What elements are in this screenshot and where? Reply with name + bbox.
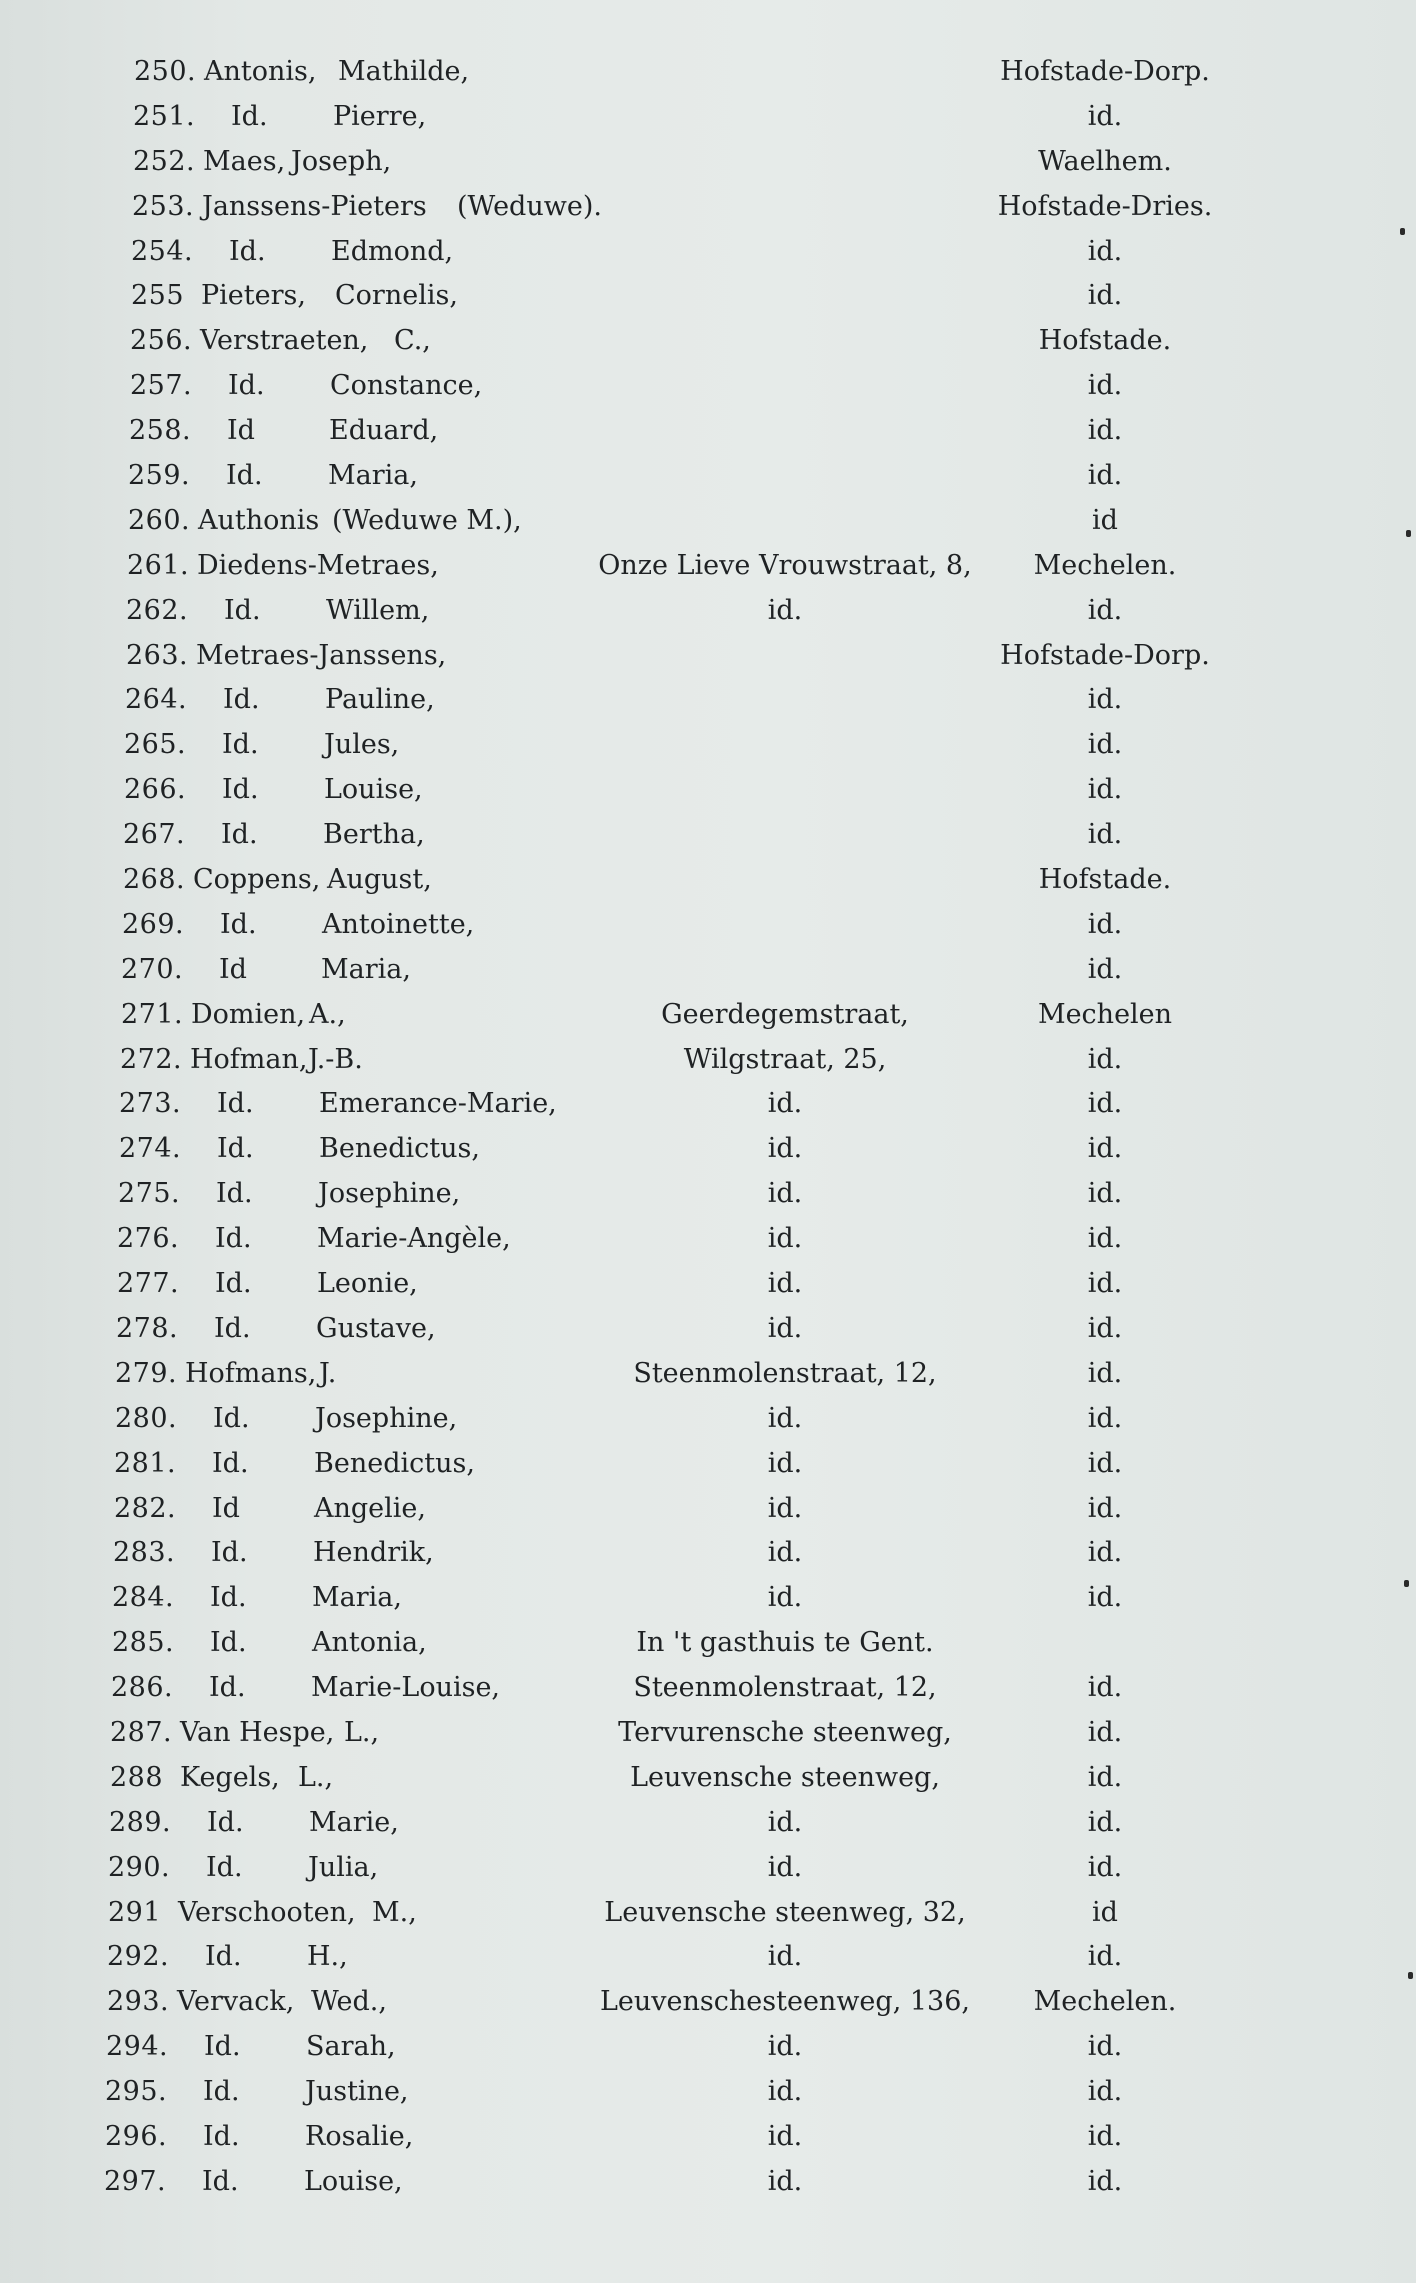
place-name: id.: [1087, 594, 1123, 626]
surname: Verstraeten,: [200, 325, 369, 357]
street-address: id.: [767, 1133, 803, 1165]
place-name: id.: [1087, 1043, 1123, 1075]
surname-ditto: Id.: [222, 729, 259, 761]
entry-number: 273.: [119, 1088, 182, 1120]
list-row: [0, 1262, 1416, 1307]
list-row: [0, 1038, 1416, 1083]
list-row: [0, 2160, 1416, 2205]
given-name: J.: [319, 1357, 337, 1389]
given-name: Marie,: [309, 1806, 399, 1838]
surname-ditto: Id.: [229, 235, 266, 267]
surname: Pieters,: [201, 280, 306, 312]
street-address: id.: [767, 1447, 803, 1479]
place-name: id.: [1087, 2120, 1123, 2152]
list-row: [0, 1846, 1416, 1891]
entry-number: 270.: [121, 953, 184, 985]
street-address: id.: [767, 2120, 803, 2152]
given-name: August,: [327, 864, 432, 896]
entry-number: 279.: [115, 1357, 178, 1389]
place-name: id.: [1087, 1447, 1123, 1479]
given-name: Maria,: [312, 1582, 402, 1614]
surname-ditto: Id.: [223, 684, 260, 716]
place-name: id.: [1087, 1716, 1123, 1748]
place-name: id.: [1087, 1761, 1123, 1793]
surname-ditto: Id.: [202, 2165, 239, 2197]
surname-ditto: Id.: [212, 1447, 249, 1479]
surname-ditto: Id.: [220, 908, 257, 940]
street-address: Wilgstraat, 25,: [683, 1043, 887, 1075]
street-address: Leuvensche steenweg,: [630, 1761, 940, 1793]
given-name: Pauline,: [325, 684, 435, 716]
given-name: C.,: [394, 325, 431, 357]
given-name: Julia,: [308, 1851, 379, 1883]
street-address: Steenmolenstraat, 12,: [633, 1357, 937, 1389]
given-name: J.-B.: [308, 1043, 363, 1075]
entry-number: 286.: [111, 1672, 174, 1704]
entry-number: 271.: [121, 998, 184, 1030]
given-name: Marie-Angèle,: [317, 1223, 511, 1255]
list-row: [0, 2115, 1416, 2160]
entry-number: 261.: [127, 549, 190, 581]
list-row: [0, 185, 1416, 230]
entry-number: 288: [110, 1761, 164, 1793]
entry-number: 281.: [114, 1447, 177, 1479]
list-row: [0, 454, 1416, 499]
surname-ditto: Id.: [206, 1851, 243, 1883]
surname: Kegels,: [180, 1761, 280, 1793]
entry-number: 280.: [115, 1402, 178, 1434]
entry-number: 260.: [128, 504, 191, 536]
place-name: id.: [1087, 953, 1123, 985]
list-row: [0, 319, 1416, 364]
list-row: [0, 230, 1416, 275]
surname-ditto: Id: [212, 1492, 240, 1524]
entry-number: 295.: [105, 2076, 168, 2108]
entry-number: 285.: [112, 1627, 175, 1659]
given-name: Jules,: [324, 729, 400, 761]
given-name: (Weduwe).: [457, 190, 602, 222]
place-name: id.: [1087, 460, 1123, 492]
surname: Hofman,: [190, 1043, 308, 1075]
place-name: id.: [1087, 1133, 1123, 1165]
entry-number: 259.: [128, 460, 191, 492]
list-row: [0, 589, 1416, 634]
place-name: id.: [1087, 1312, 1123, 1344]
surname-ditto: Id.: [224, 594, 261, 626]
list-row: [0, 948, 1416, 993]
surname: Antonis,: [204, 56, 317, 87]
street-address: Onze Lieve Vrouwstraat, 8,: [598, 549, 972, 581]
surname-ditto: Id.: [203, 2076, 240, 2108]
place-name: id.: [1087, 415, 1123, 447]
place-name: id.: [1087, 729, 1123, 761]
entry-number: 276.: [117, 1223, 180, 1255]
given-name: Wed.,: [311, 1986, 387, 2018]
place-name: id: [1092, 1896, 1118, 1928]
given-name: Emerance-Marie,: [319, 1088, 557, 1120]
place-name: id.: [1087, 1088, 1123, 1120]
street-address: In 't gasthuis te Gent.: [636, 1627, 934, 1659]
list-row: [0, 274, 1416, 319]
entry-number: 252.: [133, 145, 196, 177]
place-name: id.: [1087, 1178, 1123, 1210]
entry-number: 277.: [117, 1268, 180, 1300]
place-name: id.: [1087, 2031, 1123, 2063]
entry-number: 291: [108, 1896, 162, 1928]
surname-ditto: Id.: [210, 1582, 247, 1614]
given-name: A.,: [309, 998, 346, 1030]
surname-ditto: Id.: [209, 1672, 246, 1704]
margin-mark: [1408, 1972, 1413, 1979]
given-name: Cornelis,: [335, 280, 458, 312]
surname-ditto: Id.: [231, 100, 268, 132]
list-row: [0, 1487, 1416, 1532]
surname: Maes,: [203, 145, 286, 177]
street-address: Geerdegemstraat,: [661, 998, 909, 1030]
place-name: id.: [1087, 2165, 1123, 2197]
given-name: Josephine,: [315, 1402, 458, 1434]
entry-number: 292.: [107, 1941, 170, 1973]
surname-ditto: Id.: [215, 1223, 252, 1255]
list-row: [0, 993, 1416, 1038]
given-name: Hendrik,: [313, 1537, 434, 1569]
street-address: id.: [767, 1268, 803, 1300]
surname-ditto: Id.: [210, 1627, 247, 1659]
entry-number: 256.: [130, 325, 193, 357]
list-row: [0, 95, 1416, 140]
given-name: Angelie,: [314, 1492, 426, 1524]
entry-number: 267.: [123, 819, 186, 851]
list-row: [0, 1307, 1416, 1352]
place-name: Mechelen.: [1033, 549, 1177, 581]
given-name: Rosalie,: [305, 2120, 414, 2152]
list-row: [0, 140, 1416, 185]
list-row: [0, 364, 1416, 409]
street-address: id.: [767, 1941, 803, 1973]
place-name: id.: [1087, 1357, 1123, 1389]
entry-number: 268.: [123, 864, 186, 896]
place-name: id.: [1087, 684, 1123, 716]
list-row: [0, 634, 1416, 679]
list-row: [0, 544, 1416, 589]
surname: Van Hespe,: [180, 1716, 335, 1748]
given-name: Marie-Louise,: [311, 1672, 501, 1704]
surname-ditto: Id.: [204, 2031, 241, 2063]
entry-number: 278.: [116, 1312, 179, 1344]
entry-number: 255: [131, 280, 185, 312]
street-address: id.: [767, 1537, 803, 1569]
surname-ditto: Id.: [203, 2120, 240, 2152]
given-name: Sarah,: [306, 2031, 396, 2063]
list-row: [0, 1891, 1416, 1936]
list-row: [0, 499, 1416, 544]
entry-number: 289.: [109, 1806, 172, 1838]
place-name: id.: [1087, 235, 1123, 267]
surname-ditto: Id.: [216, 1178, 253, 1210]
entry-number: 287.: [110, 1716, 173, 1748]
place-name: Hofstade.: [1038, 864, 1172, 896]
street-address: id.: [767, 1178, 803, 1210]
margin-mark: [1406, 530, 1411, 537]
street-address: Leuvenschesteenweg, 136,: [600, 1986, 970, 2018]
given-name: (Weduwe M.),: [332, 504, 522, 536]
list-row: [0, 2025, 1416, 2070]
street-address: id.: [767, 1492, 803, 1524]
list-row: [0, 768, 1416, 813]
given-name: Josephine,: [318, 1178, 461, 1210]
surname-ditto: Id.: [221, 819, 258, 851]
entry-number: 283.: [113, 1537, 176, 1569]
entry-number: 250.: [134, 56, 197, 87]
entry-number: 258.: [129, 415, 192, 447]
entry-number: 266.: [124, 774, 187, 806]
list-row: [0, 903, 1416, 948]
street-address: Steenmolenstraat, 12,: [633, 1672, 937, 1704]
list-row: [0, 1082, 1416, 1127]
place-name: Hofstade-Dorp.: [1000, 56, 1210, 87]
given-name: Louise,: [324, 774, 423, 806]
given-name: Louise,: [304, 2165, 403, 2197]
surname-ditto: Id.: [205, 1941, 242, 1973]
given-name: Bertha,: [323, 819, 425, 851]
given-name: M.,: [372, 1896, 417, 1928]
street-address: id.: [767, 1806, 803, 1838]
surname-ditto: Id.: [226, 460, 263, 492]
list-row: [0, 858, 1416, 903]
surname: Domien,: [191, 998, 306, 1030]
surname-ditto: Id.: [214, 1312, 251, 1344]
surname: Verschooten,: [178, 1896, 356, 1928]
margin-mark: [1404, 1580, 1409, 1587]
street-address: Tervurensche steenweg,: [618, 1716, 952, 1748]
street-address: id.: [767, 1582, 803, 1614]
given-name: Edmond,: [331, 235, 454, 267]
list-row: [0, 1576, 1416, 1621]
entry-number: 262.: [126, 594, 189, 626]
list-row: [0, 1980, 1416, 2025]
surname-ditto: Id.: [207, 1806, 244, 1838]
street-address: id.: [767, 1088, 803, 1120]
place-name: Mechelen: [1037, 998, 1173, 1030]
entry-number: 264.: [125, 684, 188, 716]
list-row: [0, 1756, 1416, 1801]
surname: Janssens-Pieters: [202, 190, 427, 222]
place-name: Hofstade-Dorp.: [1000, 639, 1210, 671]
place-name: id.: [1087, 1537, 1123, 1569]
place-name: id.: [1087, 774, 1123, 806]
given-name: Leonie,: [317, 1268, 418, 1300]
given-name: H.,: [307, 1941, 348, 1973]
place-name: id.: [1087, 1941, 1123, 1973]
place-name: id.: [1087, 1492, 1123, 1524]
entry-number: 275.: [118, 1178, 181, 1210]
given-name: Maria,: [328, 460, 418, 492]
list-row: [0, 1935, 1416, 1980]
given-name: Benedictus,: [319, 1133, 480, 1165]
place-name: id.: [1087, 1223, 1123, 1255]
entry-number: 274.: [119, 1133, 182, 1165]
given-name: Constance,: [330, 370, 483, 402]
place-name: id.: [1087, 1672, 1123, 1704]
given-name: Justine,: [305, 2076, 409, 2108]
street-address: id.: [767, 1223, 803, 1255]
given-name: L.,: [298, 1761, 334, 1793]
list-row: [0, 813, 1416, 858]
entry-number: 282.: [114, 1492, 177, 1524]
list-row: [0, 723, 1416, 768]
place-name: id: [1092, 504, 1118, 536]
surname-ditto: Id.: [211, 1537, 248, 1569]
surname: Coppens,: [193, 864, 321, 896]
list-row: [0, 50, 1416, 95]
given-name: Eduard,: [329, 415, 439, 447]
list-row: [0, 1711, 1416, 1756]
list-row: [0, 1801, 1416, 1846]
place-name: id.: [1087, 908, 1123, 940]
surname: Hofmans,: [185, 1357, 317, 1389]
entry-number: 293.: [107, 1986, 170, 2018]
entry-number: 296.: [105, 2120, 168, 2152]
surname-ditto: Id: [227, 415, 255, 447]
place-name: Mechelen.: [1033, 1986, 1177, 2018]
entry-number: 253.: [132, 190, 195, 222]
list-row: [0, 1621, 1416, 1666]
list-row: [0, 1352, 1416, 1397]
resident-list: [0, 50, 1416, 2205]
given-name: Pierre,: [333, 100, 427, 132]
given-name: Joseph,: [291, 145, 392, 177]
street-address: id.: [767, 1402, 803, 1434]
given-name: Mathilde,: [338, 56, 470, 87]
entry-number: 254.: [131, 235, 194, 267]
place-name: id.: [1087, 1268, 1123, 1300]
surname-ditto: Id.: [222, 774, 259, 806]
street-address: id.: [767, 1851, 803, 1883]
given-name: Benedictus,: [314, 1447, 475, 1479]
street-address: Leuvensche steenweg, 32,: [604, 1896, 966, 1928]
given-name: Antonia,: [312, 1627, 427, 1659]
list-row: [0, 1397, 1416, 1442]
given-name: Willem,: [326, 594, 430, 626]
surname-ditto: Id: [219, 953, 247, 985]
surname-ditto: Id.: [213, 1402, 250, 1434]
entry-number: 284.: [112, 1582, 175, 1614]
surname: Metraes-Janssens,: [196, 639, 447, 671]
list-row: [0, 1666, 1416, 1711]
margin-mark: [1400, 228, 1405, 235]
list-row: [0, 1531, 1416, 1576]
street-address: id.: [767, 1312, 803, 1344]
entry-number: 251.: [133, 100, 196, 132]
place-name: id.: [1087, 819, 1123, 851]
list-row: [0, 1442, 1416, 1487]
given-name: Antoinette,: [322, 908, 475, 940]
street-address: id.: [767, 594, 803, 626]
street-address: id.: [767, 2031, 803, 2063]
entry-number: 290.: [108, 1851, 171, 1883]
place-name: Hofstade-Dries.: [997, 190, 1213, 222]
place-name: id.: [1087, 280, 1123, 312]
entry-number: 297.: [104, 2165, 167, 2197]
street-address: id.: [767, 2076, 803, 2108]
place-name: id.: [1087, 1806, 1123, 1838]
list-row: [0, 678, 1416, 723]
list-row: [0, 1172, 1416, 1217]
surname-ditto: Id.: [217, 1133, 254, 1165]
place-name: id.: [1087, 100, 1123, 132]
list-row: [0, 409, 1416, 454]
place-name: id.: [1087, 370, 1123, 402]
surname: Authonis: [198, 504, 320, 536]
place-name: id.: [1087, 1851, 1123, 1883]
place-name: id.: [1087, 1582, 1123, 1614]
list-row: [0, 1217, 1416, 1262]
entry-number: 263.: [126, 639, 189, 671]
surname: Diedens-Metraes,: [197, 549, 439, 581]
entry-number: 257.: [130, 370, 193, 402]
given-name: L.,: [344, 1716, 380, 1748]
entry-number: 265.: [124, 729, 187, 761]
surname-ditto: Id.: [228, 370, 265, 402]
entry-number: 272.: [120, 1043, 183, 1075]
entry-number: 269.: [122, 908, 185, 940]
given-name: Gustave,: [316, 1312, 436, 1344]
list-row: [0, 2070, 1416, 2115]
place-name: id.: [1087, 1402, 1123, 1434]
surname-ditto: Id.: [215, 1268, 252, 1300]
place-name: id.: [1087, 2076, 1123, 2108]
given-name: Maria,: [321, 953, 411, 985]
list-row: [0, 1127, 1416, 1172]
entry-number: 294.: [106, 2031, 169, 2063]
place-name: Hofstade.: [1038, 325, 1172, 357]
street-address: id.: [767, 2165, 803, 2197]
surname-ditto: Id.: [217, 1088, 254, 1120]
surname: Vervack,: [177, 1986, 295, 2018]
place-name: Waelhem.: [1038, 145, 1172, 177]
